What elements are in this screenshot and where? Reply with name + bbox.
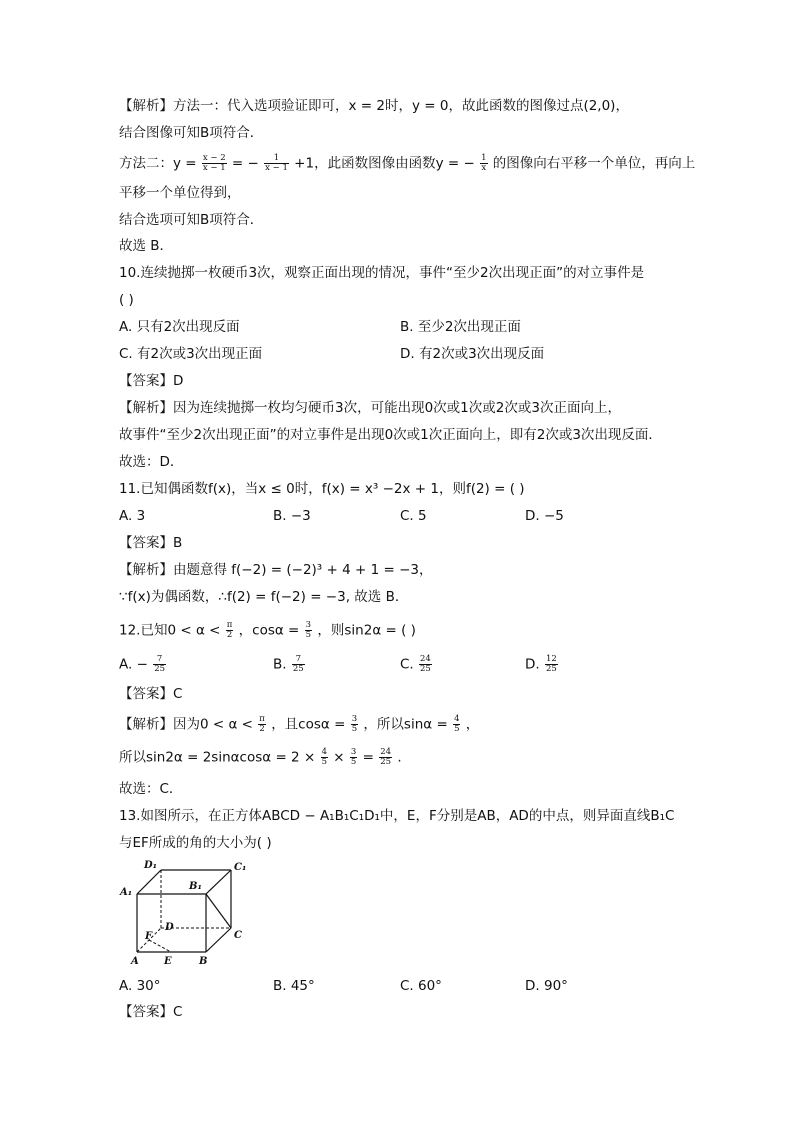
question-11-stem: 11.已知偶函数f(x)，当x ≤ 0时，f(x) = x³ −2x + 1，则f(2) = ( ) [119, 481, 525, 497]
fraction: $\frac{1}{x - 1}$ [265, 153, 288, 173]
q12-option-c: C. $\frac{24}{25}$ [400, 654, 431, 674]
q13-answer: 【答案】C [119, 1004, 183, 1020]
q11-option-c: C. 5 [400, 508, 427, 524]
solution-q9-line2: 结合图像可知B项符合． [119, 125, 264, 141]
question-10-paren: ( ) [119, 292, 134, 308]
label-F: F [145, 931, 153, 942]
q13-option-d: D. 90° [525, 978, 568, 994]
fraction: $\frac{3}{5}$ [351, 714, 358, 734]
q13-option-b: B. 45° [273, 978, 315, 994]
segment-B1C [206, 894, 231, 928]
q11-answer: 【答案】B [119, 535, 183, 551]
fraction: $\frac{24}{25}$ [420, 654, 431, 674]
fraction: $\frac{3}{5}$ [350, 747, 357, 767]
fraction: $\frac{1}{x}$ [481, 153, 487, 173]
fraction: $\frac{x - 2}{x - 1}$ [202, 153, 226, 173]
q13-option-a: A. 30° [119, 978, 161, 994]
solution-q9-choice: 故选 B． [119, 238, 174, 254]
q12-solution-line1: 【解析】因为0 < α < $\frac{\pi}{2}$ ，且cosα = $\frac{3}{5}$ ，所以sinα = $\frac{4}{5}$ ， [119, 714, 480, 734]
edge-BC [206, 928, 231, 952]
q10-solution-line1: 【解析】因为连续抛掷一枚均匀硬币3次，可能出现0次或1次或2次或3次正面向上， [119, 400, 621, 416]
fraction: $\frac{3}{5}$ [305, 620, 312, 640]
fraction: $\frac{4}{5}$ [454, 714, 460, 734]
q10-option-a: A. 只有2次出现反面 [119, 319, 240, 335]
q12-solution-choice: 故选：C． [119, 781, 183, 797]
label-C: C [234, 930, 242, 941]
fraction: $\frac{12}{25}$ [545, 654, 557, 674]
solution-q9-method1: 【解析】方法一：代入选项验证即可，x = 2时，y = 0，故此函数的图像过点(2,0)， [119, 98, 629, 114]
solution-q9-method2: 方法二：y = $\frac{x - 2}{x - 1}$ = − $\frac{1}{x - 1}$ +1，此函数图像由函数y = − $\frac{1}{x}$ 的图像向右平移一个单位，再向上 [119, 153, 696, 173]
q13-option-c: C. 60° [400, 978, 442, 994]
label-A: A [131, 956, 139, 967]
question-12-stem: 12.已知0 < α < $\frac{\pi}{2}$ ，cosα = $\frac{3}{5}$ ，则sin2α = ( ) [119, 620, 416, 640]
solution-q9-line4: 平移一个单位得到， [119, 185, 241, 201]
fraction: $\frac{7}{25}$ [154, 654, 166, 674]
q12-solution-line2: 所以sin2α = 2sinαcosα = 2 × $\frac{4}{5}$ × $\frac{3}{5}$ = $\frac{24}{25}$ . [119, 747, 402, 767]
q12-option-a: A. − $\frac{7}{25}$ [119, 654, 166, 674]
q11-solution-line2: ∵f(x)为偶函数，∴f(2) = f(−2) = −3, 故选 B． [119, 589, 409, 605]
q11-option-d: D. −5 [525, 508, 564, 524]
segment-EF [149, 940, 171, 952]
q10-option-d: D. 有2次或3次出现反面 [400, 346, 545, 362]
q10-solution-line2: 故事件“至少2次出现正面”的对立事件是出现0次或1次正面向上，即有2次或3次出现反面． [119, 427, 662, 443]
edge-B1C1 [206, 870, 231, 894]
label-C1: C₁ [234, 862, 247, 873]
q12-option-b: B. $\frac{7}{25}$ [273, 654, 304, 674]
q10-option-c: C. 有2次或3次出现正面 [119, 346, 263, 362]
label-D1: D₁ [144, 860, 158, 871]
fraction: $\frac{4}{5}$ [321, 747, 327, 767]
cube-figure [114, 858, 247, 968]
label-B: B [199, 956, 208, 967]
label-E: E [164, 956, 172, 967]
edge-A1D1 [137, 870, 161, 894]
q12-answer: 【答案】C [119, 686, 183, 702]
q11-solution-line1: 【解析】由题意得 f(−2) = (−2)³ + 4 + 1 = −3， [119, 562, 433, 578]
solution-q9-line5: 结合选项可知B项符合． [119, 212, 264, 228]
fraction: $\frac{\pi}{2}$ [259, 714, 265, 734]
q12-option-d: D. $\frac{12}{25}$ [525, 654, 557, 674]
question-13-stem: 13.如图所示，在正方体ABCD − A₁B₁C₁D₁中，E，F分别是AB，AD的中点，则异面直线B₁C [119, 808, 675, 824]
label-D: D [165, 922, 174, 933]
fraction: $\frac{7}{25}$ [292, 654, 304, 674]
q11-option-b: B. −3 [273, 508, 311, 524]
question-13-stem-line2: 与EF所成的角的大小为( ) [119, 835, 272, 851]
label-A1: A₁ [120, 887, 133, 898]
q10-option-b: B. 至少2次出现正面 [400, 319, 521, 335]
label-B1: B₁ [189, 881, 202, 892]
fraction: $\frac{24}{25}$ [380, 747, 392, 767]
q10-answer: 【答案】D [119, 373, 184, 389]
question-10-stem: 10.连续抛掷一枚硬币3次，观察正面出现的情况，事件“至少2次出现正面”的对立事件是 [119, 265, 645, 281]
fraction: $\frac{\pi}{2}$ [226, 620, 233, 640]
q10-solution-choice: 故选：D． [119, 454, 184, 470]
q11-option-a: A. 3 [119, 508, 146, 524]
